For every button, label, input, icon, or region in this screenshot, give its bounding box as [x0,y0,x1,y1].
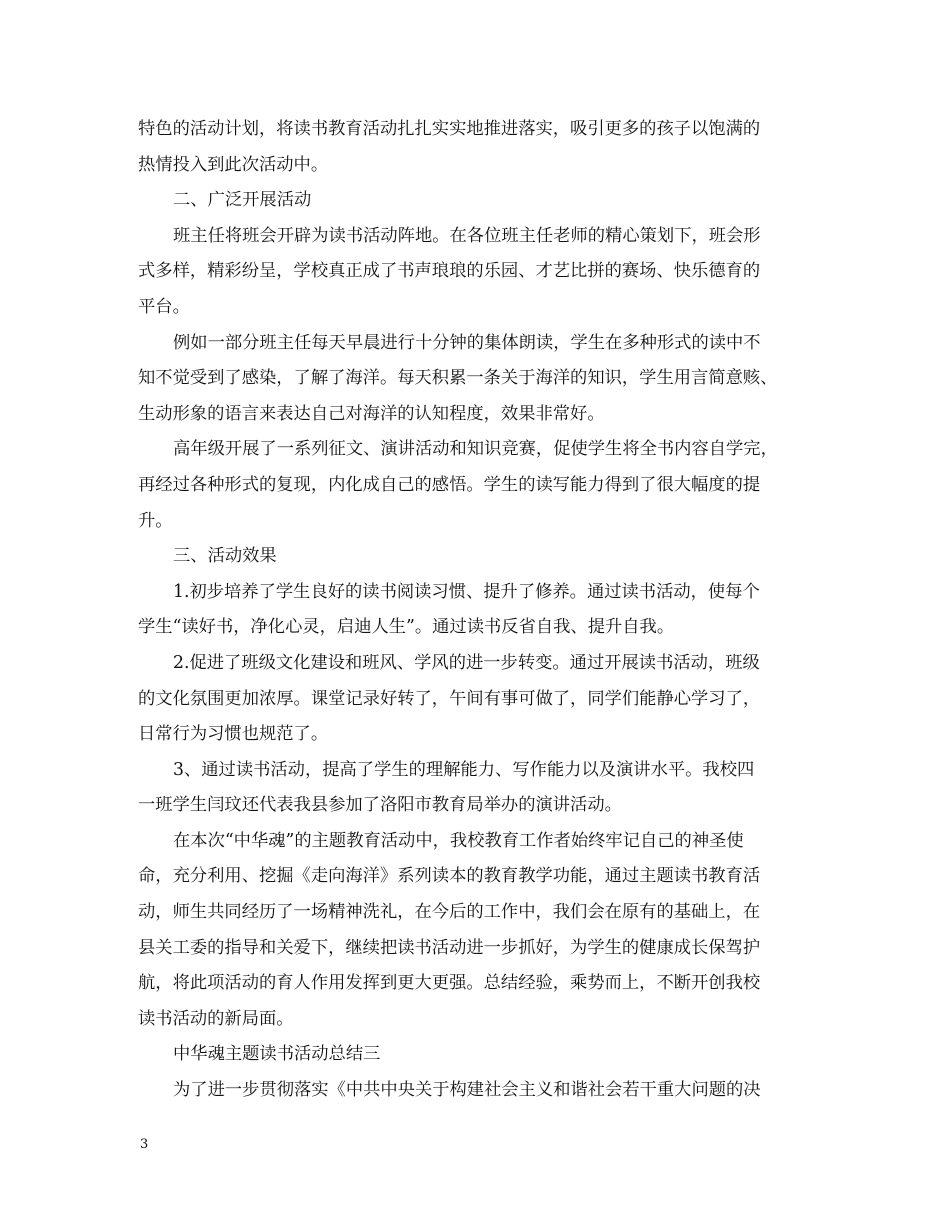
text-line: 命，充分利用、挖掘《走向海洋》系列读本的教育教学功能，通过主题读书教育活 [138,866,761,887]
text-line: 热情投入到此次活动中。 [138,154,329,175]
text-line: 特色的活动计划，将读书教育活动扎扎实实地推进落实，吸引更多的孩子以饱满的 [138,119,761,139]
text-line: 二、广泛开展活动 [173,190,312,211]
text-line: 高年级开展了一系列征文、演讲活动和知识竞赛，促使学生将全书内容自学完， [173,439,778,460]
text-line: 2.促进了班级文化建设和班风、学风的进一步转变。通过开展读书活动，班级 [173,652,760,673]
text-line: 航，将此项活动的育人作用发挥到更大更强。总结经验，乘势而上，不断开创我校 [138,973,761,994]
text-line: 在本次“中华魂”的主题教育活动中，我校教育工作者始终牢记自己的神圣使 [173,830,744,851]
text-line: 1.初步培养了学生良好的读书阅读习惯、提升了修养。通过读书活动，使每个 [173,581,760,602]
text-line: 为了进一步贯彻落实《中共中央关于构建社会主义和谐社会若干重大问题的决 [173,1080,761,1101]
text-line: 式多样，精彩纷呈，学校真正成了书声琅琅的乐园、才艺比拼的赛场、快乐德育的 [138,261,761,282]
text-line: 平台。 [138,296,190,317]
text-line: 升。 [138,510,173,531]
text-line: 中华魂主题读书活动总结三 [173,1044,381,1065]
text-line: 一班学生闫玟还代表我县参加了洛阳市教育局举办的演讲活动。 [138,795,622,816]
text-line: 的文化氛围更加浓厚。课堂记录好转了，午间有事可做了，同学们能静心学习了， [138,688,761,709]
text-line: 班主任将班会开辟为读书活动阵地。在各位班主任老师的精心策划下，班会形 [173,225,761,246]
document-body [138,112,810,1109]
text-line: 三、活动效果 [173,546,277,567]
text-line: 再经过各种形式的复现，内化成自己的感悟。学生的读写能力得到了很大幅度的提 [138,474,761,495]
text-line: 日常行为习惯也规范了。 [138,724,329,745]
text-line: 读书活动的新局面。 [138,1008,294,1029]
page-number: 3 [140,1137,149,1152]
text-line: 县关工委的指导和关爱下，继续把读书活动进一步抓好，为学生的健康成长保驾护 [138,937,761,958]
text-line: 3、通过读书活动，提高了学生的理解能力、写作能力以及演讲水平。我校四 [173,759,755,780]
text-line: 动，师生共同经历了一场精神洗礼，在今后的工作中，我们会在原有的基础上，在 [138,902,761,923]
text-line: 例如一部分班主任每天早晨进行十分钟的集体朗读，学生在多种形式的读中不 [173,332,761,353]
text-line: 知不觉受到了感染，了解了海洋。每天积累一条关于海洋的知识，学生用言简意赅、 [138,368,778,389]
text-line: 生动形象的语言来表达自己对海洋的认知程度，效果非常好。 [138,403,605,424]
text-line: 学生“读好书，净化心灵，启迪人生”。通过读书反省自我、提升自我。 [138,617,675,638]
